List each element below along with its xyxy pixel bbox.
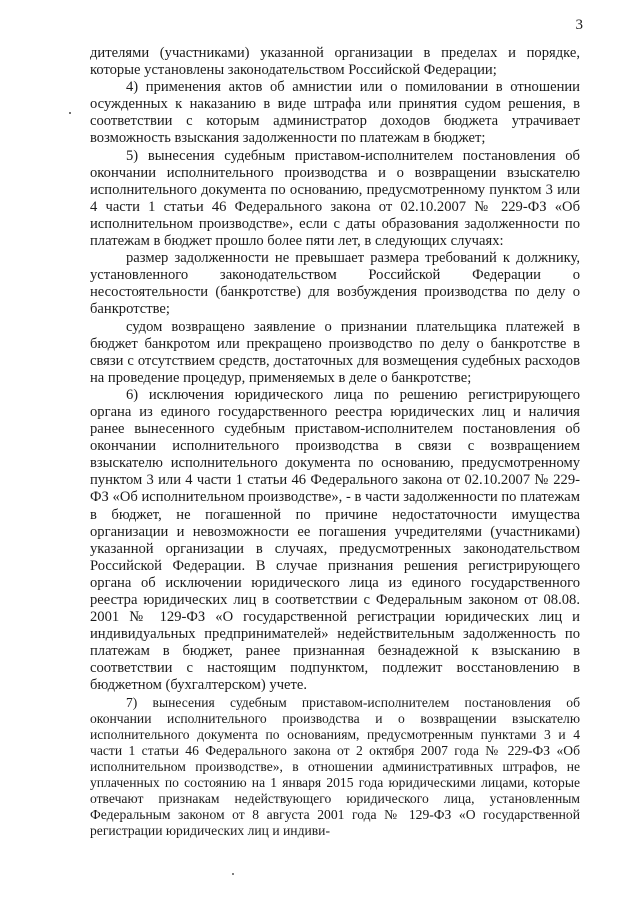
paragraph-continuation: дителями (участниками) указанной организации в пределах и порядке, которые установлены законодательством Российской Федерации; xyxy=(90,45,580,79)
paragraph-item-5-case-2: судом возвращено заявление о признании плательщика платежей в бюджет банкротом или прекращено производство по делу о банкротстве в связи с отсутствием средств, достаточных для возмещения судебных расходов на проведение процедур, применяемых в деле о банкротстве; xyxy=(90,318,580,386)
paragraph-item-7: 7) вынесения судебным приставом-исполнителем постановления об окончании исполнительного производства и о возвращении взыскателю исполнительного документа по основаниям, предусмотренным пунктами 3 и 4 части 1 статьи 46 Федерального закона от 2 октября 2007 года № 229-ФЗ «Об исполнительном производстве», в отношении административных штрафов, не уплаченных по состоянию на 1 января 2015 года юридическими лицами, которые отвечают признакам недействующего юридического лица, установленным Федеральным законом от 8 августа 2001 года № 129-ФЗ «О государственной регистрации юридических лиц и индиви- xyxy=(90,694,580,838)
document-body xyxy=(90,45,580,839)
scan-speck xyxy=(232,873,234,875)
margin-mark xyxy=(69,112,71,114)
paragraph-item-5: 5) вынесения судебным приставом-исполнителем постановления об окончании исполнительного производства и о возвращении взыскателю исполнительного документа по основанию, предусмотренному пунктом 3 или 4 части 1 статьи 46 Федерального закона от 02.10.2007 № 229-ФЗ «Об исполнительном производстве», если с даты образования задолженности по платежам в бюджет прошло более пяти лет, в следующих случаях: xyxy=(90,147,580,250)
paragraph-item-4: 4) применения актов об амнистии или о помиловании в отношении осужденных к наказанию в виде штрафа или принятия судом решения, в соответствии с которым администратор доходов бюджета утрачивает возможность взыскания задолженности по платежам в бюджет; xyxy=(90,79,580,147)
page-number: 3 xyxy=(575,17,583,33)
paragraph-item-6: 6) исключения юридического лица по решению регистрирующего органа из единого государственного реестра юридических лиц и наличия ранее вынесенного судебным приставом-исполнителем постановления об окончании исполнительного производства в связи с возвращением взыскателю исполнительного документа по основанию, предусмотренному пунктом 3 или 4 части 1 статьи 46 Федерального закона от 02.10.2007 № 229-ФЗ «Об исполнительном производстве», - в части задолженности по платежам в бюджет, не погашенной по причине недостаточности имущества организации и невозможности ее погашения учредителями (участниками) указанной организации в случаях, предусмотренных законодательством Российской Федерации. В случае признания решения регистрирующего органа об исключении юридического лица из единого государственного реестра юридических лиц в соответствии с Федеральным законом от 08.08. 2001 № 129-ФЗ «О государственной регистрации юридических лиц и индивидуальных предпринимателей» недействительным задолженность по платежам в бюджет, ранее признанная безнадежной к взысканию в соответствии с настоящим подпунктом, подлежит восстановлению в бюджетном (бухгалтерском) учете. xyxy=(90,386,580,694)
paragraph-item-5-case-1: размер задолженности не превышает размера требований к должнику, установленного законодательством Российской Федерации о несостоятельности (банкротстве) для возбуждения производства по делу о банкротстве; xyxy=(90,250,580,318)
